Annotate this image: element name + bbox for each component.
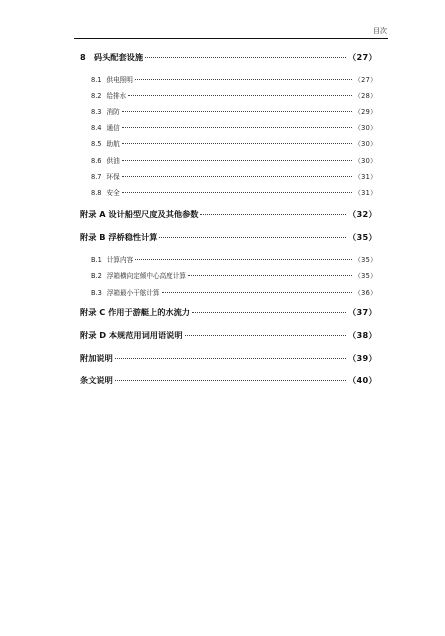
toc-leader — [135, 259, 352, 260]
toc-entry[interactable] — [80, 254, 377, 264]
toc-entry-title — [80, 287, 160, 297]
toc-leader — [162, 292, 353, 293]
toc-leader — [188, 275, 352, 276]
toc-entry-title: 附录 C 作用于游艇上的水流力 — [80, 307, 190, 317]
toc-entry-title — [80, 270, 186, 280]
toc-section-title: 助航 — [106, 140, 120, 148]
toc-leader — [115, 358, 346, 359]
toc-section-number: 8.6 — [91, 157, 102, 165]
toc-section-number: 8.5 — [91, 140, 102, 148]
toc-entry-title: 附录 B 浮桥稳性计算 — [80, 232, 158, 242]
toc-page-number: （39） — [348, 353, 377, 363]
toc-leader — [122, 160, 353, 161]
toc-section-title: 通信 — [106, 124, 120, 132]
toc-page-number: （30） — [354, 157, 377, 165]
toc-section-number: 8.2 — [91, 92, 102, 100]
toc-entry-title — [80, 187, 120, 197]
toc-leader — [159, 237, 346, 238]
toc-entry[interactable] — [80, 330, 377, 341]
toc-section-title: 安全 — [106, 189, 120, 197]
toc-leader — [122, 192, 353, 193]
toc-entry-title — [80, 138, 120, 148]
toc-section-number: 8.4 — [91, 124, 102, 132]
toc-section-title: 给排水 — [106, 92, 127, 100]
toc-entry[interactable] — [80, 375, 377, 386]
toc-entry[interactable] — [80, 106, 377, 116]
toc-leader — [122, 111, 353, 112]
toc-leader — [115, 380, 346, 381]
toc-page-number: （28） — [354, 92, 377, 100]
toc-page-number: （27） — [354, 76, 377, 84]
toc-section-title: 环保 — [106, 173, 120, 181]
toc-page-number: （36） — [354, 289, 377, 297]
toc-leader — [192, 312, 346, 313]
toc-entry[interactable] — [80, 74, 377, 84]
toc-section-number: 8.8 — [91, 189, 102, 197]
toc-page-number: （30） — [354, 140, 377, 148]
toc-entry[interactable] — [80, 90, 377, 100]
toc-page-number: （27） — [348, 52, 377, 62]
toc-section-number: B.3 — [91, 289, 102, 297]
toc-entry-title — [80, 90, 126, 100]
toc-entry-title — [80, 254, 133, 264]
toc-section-number: B.1 — [91, 256, 102, 264]
toc-entry-title — [80, 106, 120, 116]
toc-page-number: （32） — [348, 209, 377, 219]
toc-leader — [122, 143, 353, 144]
toc-page-number: （40） — [348, 375, 377, 385]
toc-page-number: （35） — [354, 256, 377, 264]
running-header: 目次 — [373, 27, 387, 35]
toc-leader — [122, 127, 353, 128]
toc-page-number: （35） — [354, 272, 377, 280]
toc-entry-title — [80, 171, 120, 181]
toc-page-number: （35） — [348, 232, 377, 242]
toc-section-title: 浮箱横向定倾中心高度计算 — [106, 272, 186, 280]
toc-page-number: （38） — [348, 330, 377, 340]
toc-entry[interactable] — [80, 52, 377, 63]
toc-entry-title: 附录 D 本规范用词用语说明 — [80, 330, 183, 340]
toc-leader — [185, 335, 346, 336]
toc-section-number: 8.7 — [91, 173, 102, 181]
toc-entry[interactable] — [80, 270, 377, 280]
toc-entry[interactable] — [80, 209, 377, 220]
toc-section-number: 8.1 — [91, 76, 102, 84]
toc-section-number: B.2 — [91, 272, 102, 280]
toc-page-number: （30） — [354, 124, 377, 132]
toc-page-number: （31） — [354, 173, 377, 181]
toc-leader — [200, 214, 346, 215]
toc-page-number: （37） — [348, 307, 377, 317]
toc-section-title: 供油 — [106, 157, 120, 165]
toc-entry[interactable] — [80, 138, 377, 148]
toc-entry-title: 附加说明 — [80, 353, 113, 363]
toc-entry-title: 8 码头配套设施 — [80, 52, 144, 62]
toc-section-title: 消防 — [106, 108, 120, 116]
toc-section-title: 供电照明 — [106, 76, 133, 84]
toc-entry-title: 条文说明 — [80, 375, 113, 385]
header-rule — [74, 38, 388, 39]
toc-entry-title — [80, 155, 120, 165]
toc-entry[interactable] — [80, 155, 377, 165]
toc-entry[interactable] — [80, 307, 377, 318]
toc-leader — [145, 57, 346, 58]
toc-section-title: 浮箱最小干舷计算 — [106, 289, 160, 297]
toc-section-title: 计算内容 — [106, 256, 134, 264]
toc-page-number: （31） — [354, 189, 377, 197]
toc-entry[interactable] — [80, 287, 377, 297]
toc-entry[interactable] — [80, 171, 377, 181]
toc-leader — [122, 176, 353, 177]
toc-page-number: （29） — [354, 108, 377, 116]
toc-entry[interactable] — [80, 122, 377, 132]
toc-entry-title — [80, 122, 120, 132]
toc-leader — [135, 79, 352, 80]
toc-entry-title: 附录 A 设计船型尺度及其他参数 — [80, 209, 199, 219]
toc-entry-title — [80, 74, 133, 84]
toc-entry[interactable] — [80, 187, 377, 197]
toc-section-number: 8.3 — [91, 108, 102, 116]
toc-entry[interactable] — [80, 232, 377, 243]
toc-leader — [128, 95, 352, 96]
toc-entry[interactable] — [80, 353, 377, 364]
